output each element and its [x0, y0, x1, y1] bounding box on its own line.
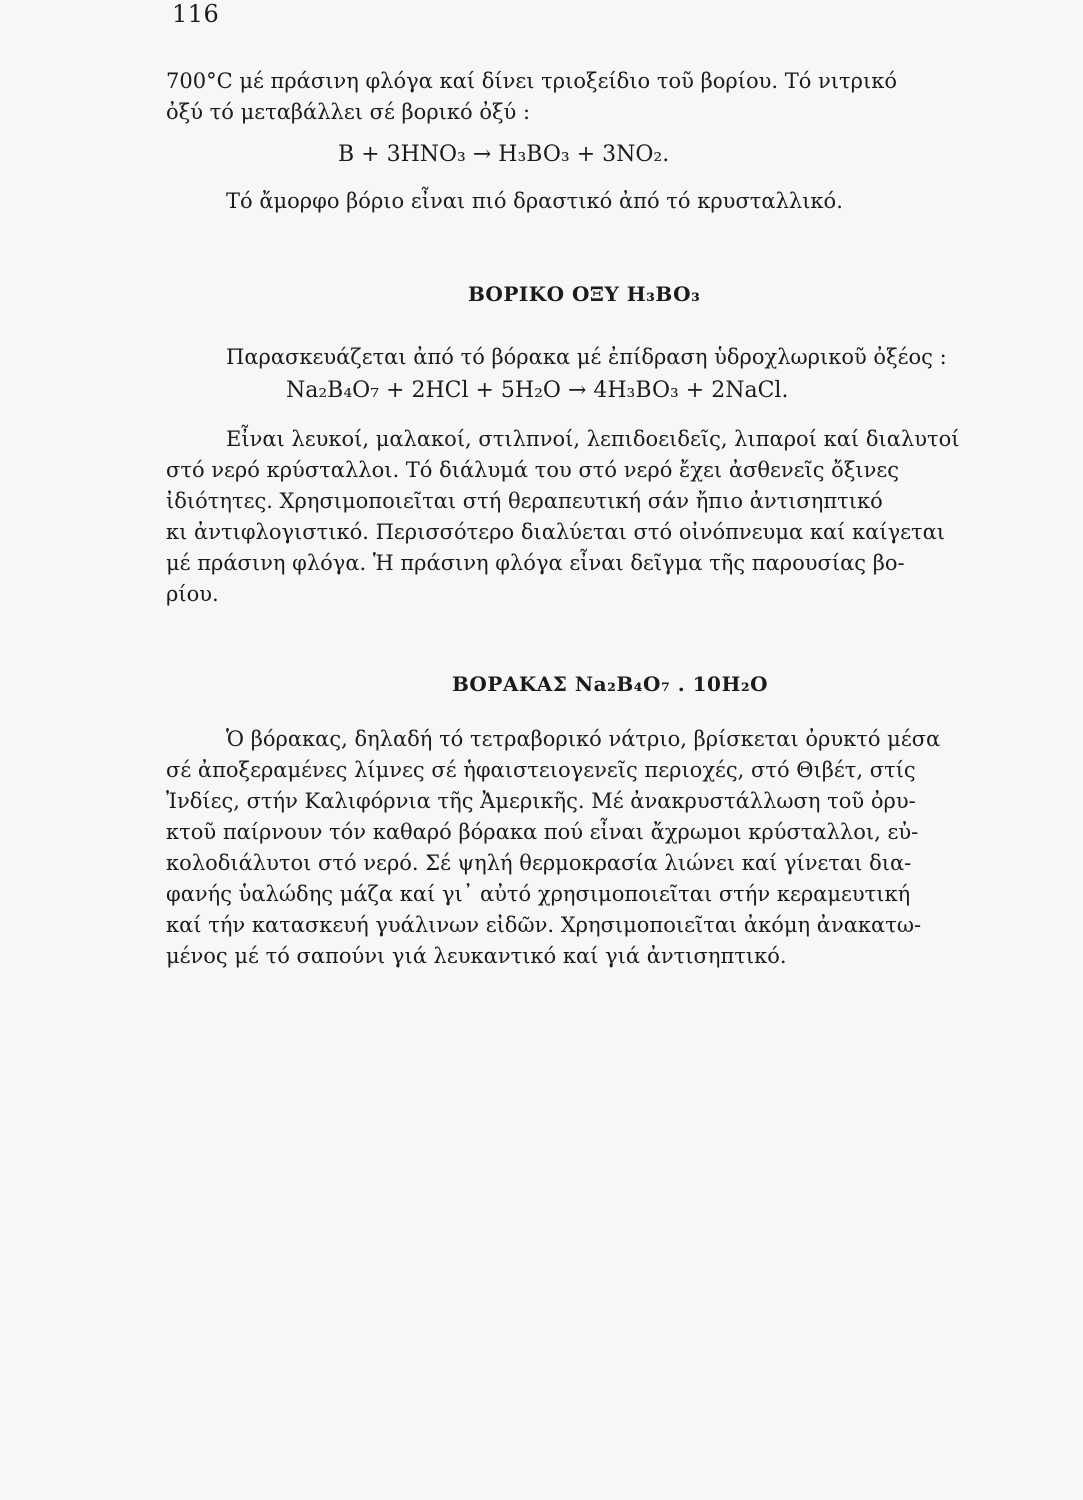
boron-nitric-acid-equation: B + 3HNO₃ → H₃BO₃ + 3NO₂.	[338, 142, 670, 167]
borax-line-8: μένος μέ τό σαπούνι γιά λευκαντικό καί γιά ἀντισηπτικό.	[166, 944, 787, 968]
borax-line-5: κολοδιάλυτοι στό νερό. Σέ ψηλή θερμοκρασία λιώνει καί γίνεται δια-	[166, 851, 912, 875]
borax-line-2: σέ ἀποξεραμένες λίμνες σέ ἡφαιστειογενεῖς περιοχές, στό Θιβέτ, στίς	[166, 758, 916, 782]
boric-acid-line-5: μέ πράσινη φλόγα. Ἡ πράσινη φλόγα εἶναι δεῖγμα τῆς παρουσίας βο-	[166, 551, 905, 575]
borax-line-6: φανής ὑαλώδης μάζα καί γι᾽ αὐτό χρησιμοποιεῖται στήν κεραμευτική	[166, 882, 911, 906]
borax-description	[166, 724, 1036, 972]
page-number: 116	[172, 0, 220, 28]
intro-closing-line: Τό ἄμορφο βόριο εἶναι πιό δραστικό ἀπό τό κρυσταλλικό.	[226, 189, 843, 213]
boric-acid-prep	[166, 342, 1036, 373]
intro-line-2: ὀξύ τό μεταβάλλει σέ βορικό ὀξύ :	[166, 100, 531, 124]
intro-closing	[166, 186, 1036, 217]
boric-acid-line-2: στό νερό κρύσταλλοι. Τό διάλυμά του στό νερό ἔχει ἀσθενεῖς ὄξινες	[166, 458, 900, 482]
borax-line-3: Ἰνδίες, στήν Καλιφόρνια τῆς Ἀμερικῆς. Μέ ἀνακρυστάλλωση τοῦ ὀρυ-	[166, 789, 916, 813]
borax-line-7: καί τήν κατασκευή γυάλινων εἰδῶν. Χρησιμοποιεῖται ἀκόμη ἀνακατω-	[166, 913, 922, 937]
boric-acid-line-6: ρίου.	[166, 582, 219, 606]
intro-paragraph	[166, 66, 1036, 128]
boric-acid-line-1: Εἶναι λευκοί, μαλακοί, στιλπνοί, λεπιδοειδεῖς, λιπαροί καί διαλυτοί	[226, 427, 960, 451]
boric-acid-line-3: ἰδιότητες. Χρησιμοποιεῖται στή θεραπευτική σάν ἤπιο ἀντισηπτικό	[166, 489, 883, 513]
boric-acid-line-4: κι ἀντιφλογιστικό. Περισσότερο διαλύεται στό οἰνόπνευμα καί καίγεται	[166, 520, 946, 544]
borax-line-1: Ὁ βόρακας, δηλαδή τό τετραβορικό νάτριο, βρίσκεται ὀρυκτό μέσα	[226, 727, 941, 751]
borax-hcl-equation: Na₂B₄O₇ + 2HCl + 5H₂O → 4H₃BO₃ + 2NaCl.	[286, 378, 789, 403]
boric-acid-heading: ΒΟΡΙΚΟ ΟΞΥ H₃BO₃	[468, 282, 701, 306]
boric-acid-prep-line: Παρασκευάζεται ἀπό τό βόρακα μέ ἐπίδραση ὑδροχλωρικοῦ ὀξέος :	[226, 345, 947, 369]
borax-line-4: κτοῦ παίρνουν τόν καθαρό βόρακα πού εἶναι ἄχρωμοι κρύσταλλοι, εὐ-	[166, 820, 919, 844]
intro-line-1: 700°C μέ πράσινη φλόγα καί δίνει τριοξείδιο τοῦ βορίου. Τό νιτρικό	[166, 69, 897, 93]
borax-heading: ΒΟΡΑΚΑΣ Na₂B₄O₇ . 10H₂O	[452, 672, 769, 696]
boric-acid-description	[166, 424, 1036, 610]
